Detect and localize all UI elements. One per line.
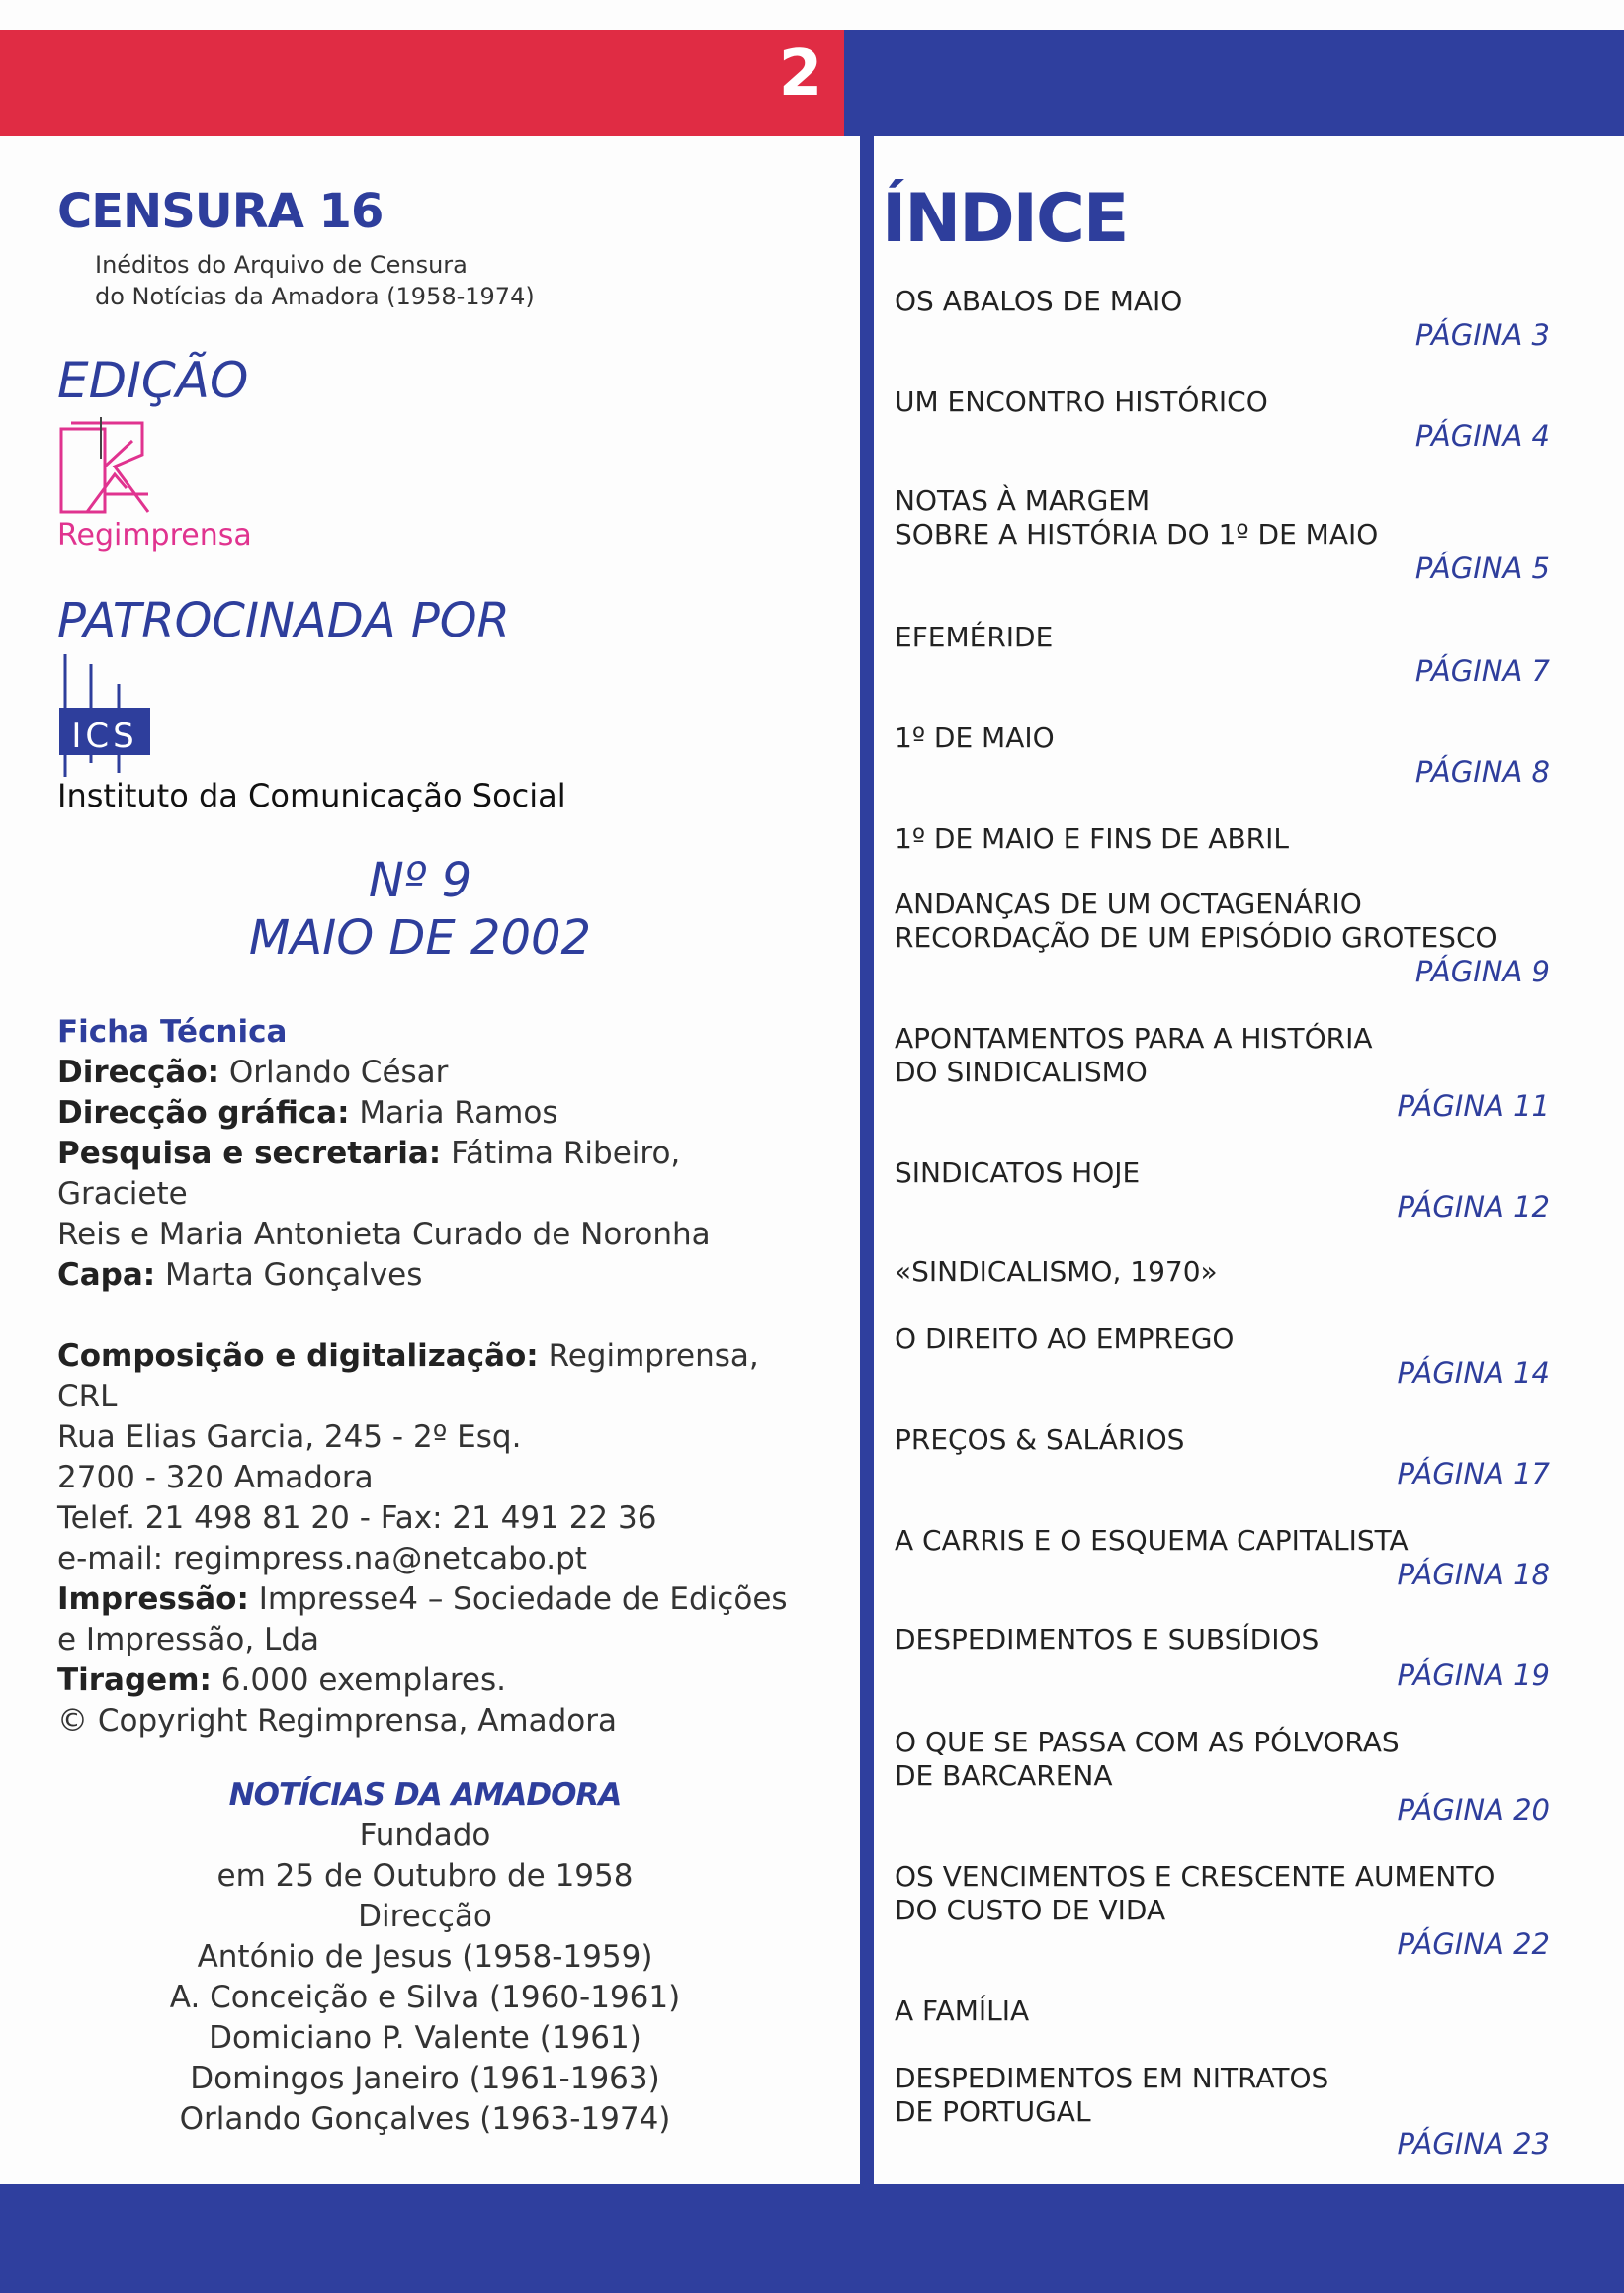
toc-entry-title: DESPEDIMENTOS E SUBSÍDIOS xyxy=(895,1623,1320,1656)
noticias-line: em 25 de Outubro de 1958 xyxy=(216,1858,634,1894)
toc-entry-title: EFEMÉRIDE xyxy=(895,621,1054,653)
issue-date: MAIO DE 2002 xyxy=(248,910,592,966)
ficha-copyright: © Copyright Regimprensa, Amadora xyxy=(57,1703,617,1739)
publication-subtitle: Inéditos do Arquivo de Censura do Notícias da Amadora (1958-1974) xyxy=(95,251,535,310)
noticias-line: Orlando Gonçalves (1963-1974) xyxy=(179,2101,671,2137)
header-band-red xyxy=(0,30,844,136)
toc-entry-title: O QUE SE PASSA COM AS PÓLVORAS DE BARCARENA xyxy=(895,1726,1400,1792)
ics-logo xyxy=(57,654,152,777)
ficha-direccao: Direcção: Orlando César xyxy=(57,1055,449,1090)
publication-title: CENSURA 16 xyxy=(57,184,384,239)
toc-entry-title: SINDICATOS HOJE xyxy=(895,1156,1141,1189)
toc-entry-title: NOTAS À MARGEM SOBRE A HISTÓRIA DO 1º DE MAIO xyxy=(895,484,1379,551)
toc-entry-page: PÁGINA 11 xyxy=(1397,1089,1550,1123)
toc-entry-title: UM ENCONTRO HISTÓRICO xyxy=(895,385,1268,418)
noticias-line: Domingos Janeiro (1961-1963) xyxy=(190,2061,660,2096)
toc-entry-title: «SINDICALISMO, 1970» xyxy=(895,1255,1218,1288)
issue-block xyxy=(198,852,642,967)
toc-entry-title: DESPEDIMENTOS EM NITRATOS DE PORTUGAL xyxy=(895,2062,1329,2128)
toc-entry-title: 1º DE MAIO E FINS DE ABRIL xyxy=(895,822,1289,855)
noticias-line: Direcção xyxy=(358,1899,492,1934)
noticias-block xyxy=(128,1775,722,2140)
toc-entry-title: 1º DE MAIO xyxy=(895,722,1055,754)
ficha-composicao: Composição e digitalização: Regimprensa, CRL xyxy=(57,1338,759,1414)
ficha-tecnica xyxy=(57,1012,789,1741)
ficha-heading: Ficha Técnica xyxy=(57,1014,288,1050)
toc-entry-page: PÁGINA 14 xyxy=(1397,1356,1550,1390)
toc-entry-page: PÁGINA 22 xyxy=(1397,1927,1550,1961)
toc-entry-page: PÁGINA 4 xyxy=(1414,419,1550,453)
toc-entry-title: APONTAMENTOS PARA A HISTÓRIA DO SINDICALISMO xyxy=(895,1022,1373,1088)
footer-band xyxy=(0,2184,1624,2293)
noticias-title: NOTÍCIAS DA AMADORA xyxy=(228,1777,622,1813)
toc-entry-title: ANDANÇAS DE UM OCTAGENÁRIO RECORDAÇÃO DE UM EPISÓDIO GROTESCO xyxy=(895,888,1497,954)
toc-entry-title: A CARRIS E O ESQUEMA CAPITALISTA xyxy=(895,1524,1409,1557)
toc-entry-page: PÁGINA 17 xyxy=(1397,1457,1550,1490)
toc-entry-title: OS ABALOS DE MAIO xyxy=(895,285,1183,317)
edicao-heading: EDIÇÃO xyxy=(57,352,249,409)
ficha-impressao: Impressão: Impresse4 – Sociedade de Edições xyxy=(57,1581,788,1617)
toc-entry-title: A FAMÍLIA xyxy=(895,1995,1030,2027)
ficha-pesquisa: Pesquisa e secretaria: Fátima Ribeiro, Graciete xyxy=(57,1136,681,1212)
toc-entry-page: PÁGINA 9 xyxy=(1414,955,1550,988)
top-margin xyxy=(0,0,1624,30)
ficha-phone: Telef. 21 498 81 20 - Fax: 21 491 22 36 xyxy=(57,1500,657,1536)
ficha-email: e-mail: regimpress.na@netcabo.pt xyxy=(57,1541,587,1576)
ficha-address-2: 2700 - 320 Amadora xyxy=(57,1460,374,1495)
issue-number: Nº 9 xyxy=(368,853,472,908)
toc-entry-page: PÁGINA 20 xyxy=(1397,1793,1550,1826)
regimprensa-label: Regimprensa xyxy=(57,518,252,552)
toc-entry-page: PÁGINA 5 xyxy=(1414,552,1550,585)
toc-entry-title: O DIREITO AO EMPREGO xyxy=(895,1322,1235,1355)
patrocinada-heading: PATROCINADA POR xyxy=(57,593,510,648)
toc-entry-page: PÁGINA 3 xyxy=(1414,318,1550,352)
toc-entry-page: PÁGINA 12 xyxy=(1397,1190,1550,1224)
toc-entry-page: PÁGINA 8 xyxy=(1414,755,1550,789)
sponsor-name: Instituto da Comunicação Social xyxy=(57,777,566,814)
ficha-capa: Capa: Marta Gonçalves xyxy=(57,1257,423,1293)
page-number: 2 xyxy=(778,38,823,111)
indice-title: ÍNDICE xyxy=(882,180,1128,258)
noticias-line: António de Jesus (1958-1959) xyxy=(197,1939,653,1975)
ficha-address-1: Rua Elias Garcia, 245 - 2º Esq. xyxy=(57,1419,522,1455)
noticias-line: Fundado xyxy=(359,1818,491,1853)
column-divider xyxy=(860,136,874,2184)
ficha-impressao-cont: e Impressão, Lda xyxy=(57,1622,319,1657)
regimprensa-logo xyxy=(57,415,156,516)
ics-logo-letters: ICS xyxy=(71,717,138,756)
header-band-blue xyxy=(844,30,1624,136)
toc-entry-title: OS VENCIMENTOS E CRESCENTE AUMENTO DO CUSTO DE VIDA xyxy=(895,1860,1496,1926)
toc-entry-page: PÁGINA 19 xyxy=(1397,1658,1550,1692)
toc-entry-page: PÁGINA 18 xyxy=(1397,1558,1550,1591)
toc-entry-page: PÁGINA 23 xyxy=(1397,2127,1550,2161)
toc-entry-title: PREÇOS & SALÁRIOS xyxy=(895,1423,1185,1456)
noticias-line: Domiciano P. Valente (1961) xyxy=(209,2020,641,2056)
ficha-pesquisa-cont: Reis e Maria Antonieta Curado de Noronha xyxy=(57,1217,711,1252)
toc-entry-page: PÁGINA 7 xyxy=(1414,654,1550,688)
ficha-tiragem: Tiragem: 6.000 exemplares. xyxy=(57,1662,506,1698)
noticias-line: A. Conceição e Silva (1960-1961) xyxy=(169,1980,681,2015)
ficha-grafica: Direcção gráfica: Maria Ramos xyxy=(57,1095,558,1131)
